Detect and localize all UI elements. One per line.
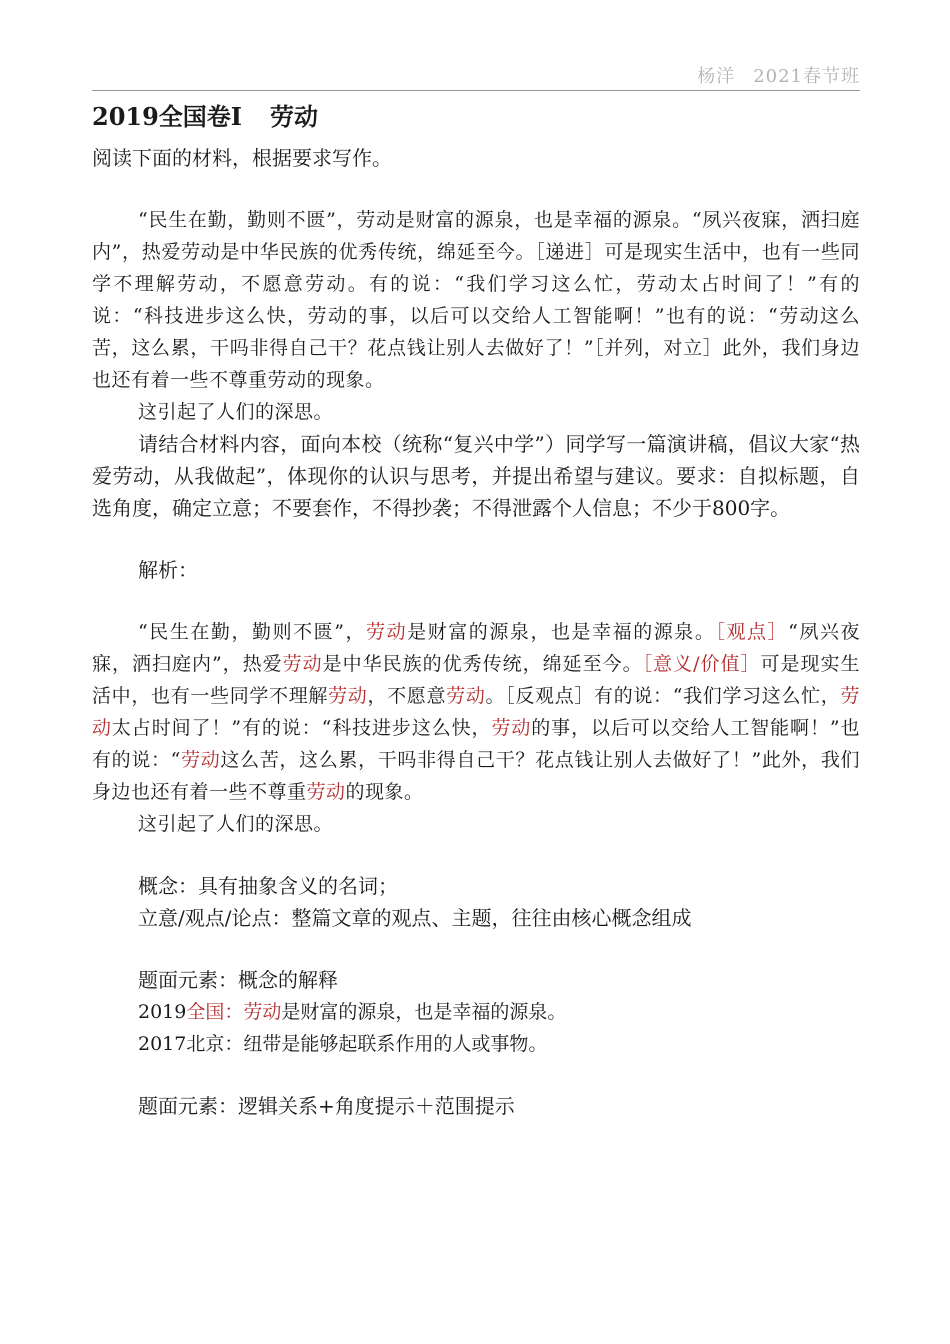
title-exam: 2019全国卷I [92,102,243,131]
example-2017 [138,1028,860,1060]
analysis-after: 这引起了人们的深思。 [138,813,334,835]
highlight-term: 劳动 [282,653,323,675]
example-2019-region: 全国： [186,1001,244,1023]
highlight-term: ［观点］ [715,621,789,643]
analysis-text: ，不愿意 [367,685,447,707]
example-2017-region: 北京： [186,1033,244,1055]
example-2019-rest: 是财富的源泉，也是幸福的源泉。 [281,1001,567,1023]
analysis-text: 太占时间了！”有的说：“科技进步这么快， [111,717,492,739]
header-info [697,62,860,88]
analysis-text: 是财富的源泉，也是幸福的源泉。 [407,621,716,643]
material-para-2: 这引起了人们的深思。 [138,401,334,423]
highlight-term: 劳动 [92,685,860,739]
header-author: 杨洋 [697,66,736,87]
concept-notes [92,870,860,934]
elements-heading-2: 题面元素：逻辑关系+角度提示＋范围提示 [138,1094,515,1118]
elements-notes-1 [92,964,860,1060]
material-para-1: “民生在勤，勤则不匮”，劳动是财富的源泉，也是幸福的源泉。“夙兴夜寐，洒扫庭内”，热爱劳动是中华民族的优秀传统，绵延至今。［递进］可是现实生活中，也有一些同学不理解劳动，不愿意劳动。有的说：“我们学习这么忙，劳动太占时间了！”有的说：“科技进步这么快，劳动的事，以后可以交给人工智能啊！”也有的说：“劳动这么苦，这么累，干吗非得自己干？花点钱让别人去做好了！”［并列，对立］此外，我们身边也还有着一些不尊重劳动的现象。 [92,209,860,391]
analysis-block [92,616,860,840]
example-2019 [138,996,860,1028]
document-body [92,100,860,1122]
title-topic: 劳动 [270,102,319,131]
highlight-term: 劳动 [446,685,486,707]
analysis-text: “夙兴夜寐，洒扫庭内”，热爱 [92,621,860,675]
highlight-term: 劳动 [491,717,532,739]
page-header [92,56,860,91]
instruction: 阅读下面的材料，根据要求写作。 [92,146,392,170]
thesis-note: 立意/观点/论点：整篇文章的观点、主题，往往由核心概念组成 [138,906,692,930]
header-course: 2021春节班 [753,66,860,87]
document-title [92,100,860,134]
task-paragraph: 请结合材料内容，面向本校（统称“复兴中学”）同学写一篇演讲稿，倡议大家“热爱劳动，从我做起”，体现你的认识与思考，并提出希望与建议。要求：自拟标题，自选角度，确定立意；不要套作，不得抄袭；不得泄露个人信息；不少于800字。 [92,432,860,520]
example-2017-year: 2017 [138,1033,187,1055]
analysis-text: 是中华民族的优秀传统，绵延至今。 [322,653,643,675]
analysis-paragraph [92,616,860,808]
highlight-term: 劳动 [328,685,368,707]
analysis-label: 解析： [138,558,198,582]
material-block [92,204,860,428]
analysis-text: 可是现实生活中，也有一些同学不理解 [92,653,860,707]
analysis-text: 这么苦，这么累，干吗非得自己干？花点钱让别人去做好了！”此外，我们身边也还有着一些不尊重 [92,749,860,803]
example-2019-word: 劳动 [243,1001,282,1023]
analysis-text: “民生在勤，勤则不匮”， [138,621,367,643]
example-2017-rest: 纽带是能够起联系作用的人或事物。 [243,1033,548,1055]
analysis-text: 。［反观点］有的说：“我们学习这么忙， [485,685,841,707]
highlight-term: 劳动 [306,781,346,803]
elements-heading-1: 题面元素：概念的解释 [138,968,338,992]
analysis-text: 的现象。 [345,781,424,803]
example-2019-year: 2019 [138,1001,187,1023]
analysis-text: 的事，以后可以交给人工智能啊！”也有的说：“ [92,717,860,771]
elements-notes-2 [92,1090,860,1122]
highlight-term: 劳动 [180,749,221,771]
highlight-term: ［意义/价值］ [642,653,761,675]
concept-note: 概念：具有抽象含义的名词； [138,874,398,898]
highlight-term: 劳动 [366,621,408,643]
